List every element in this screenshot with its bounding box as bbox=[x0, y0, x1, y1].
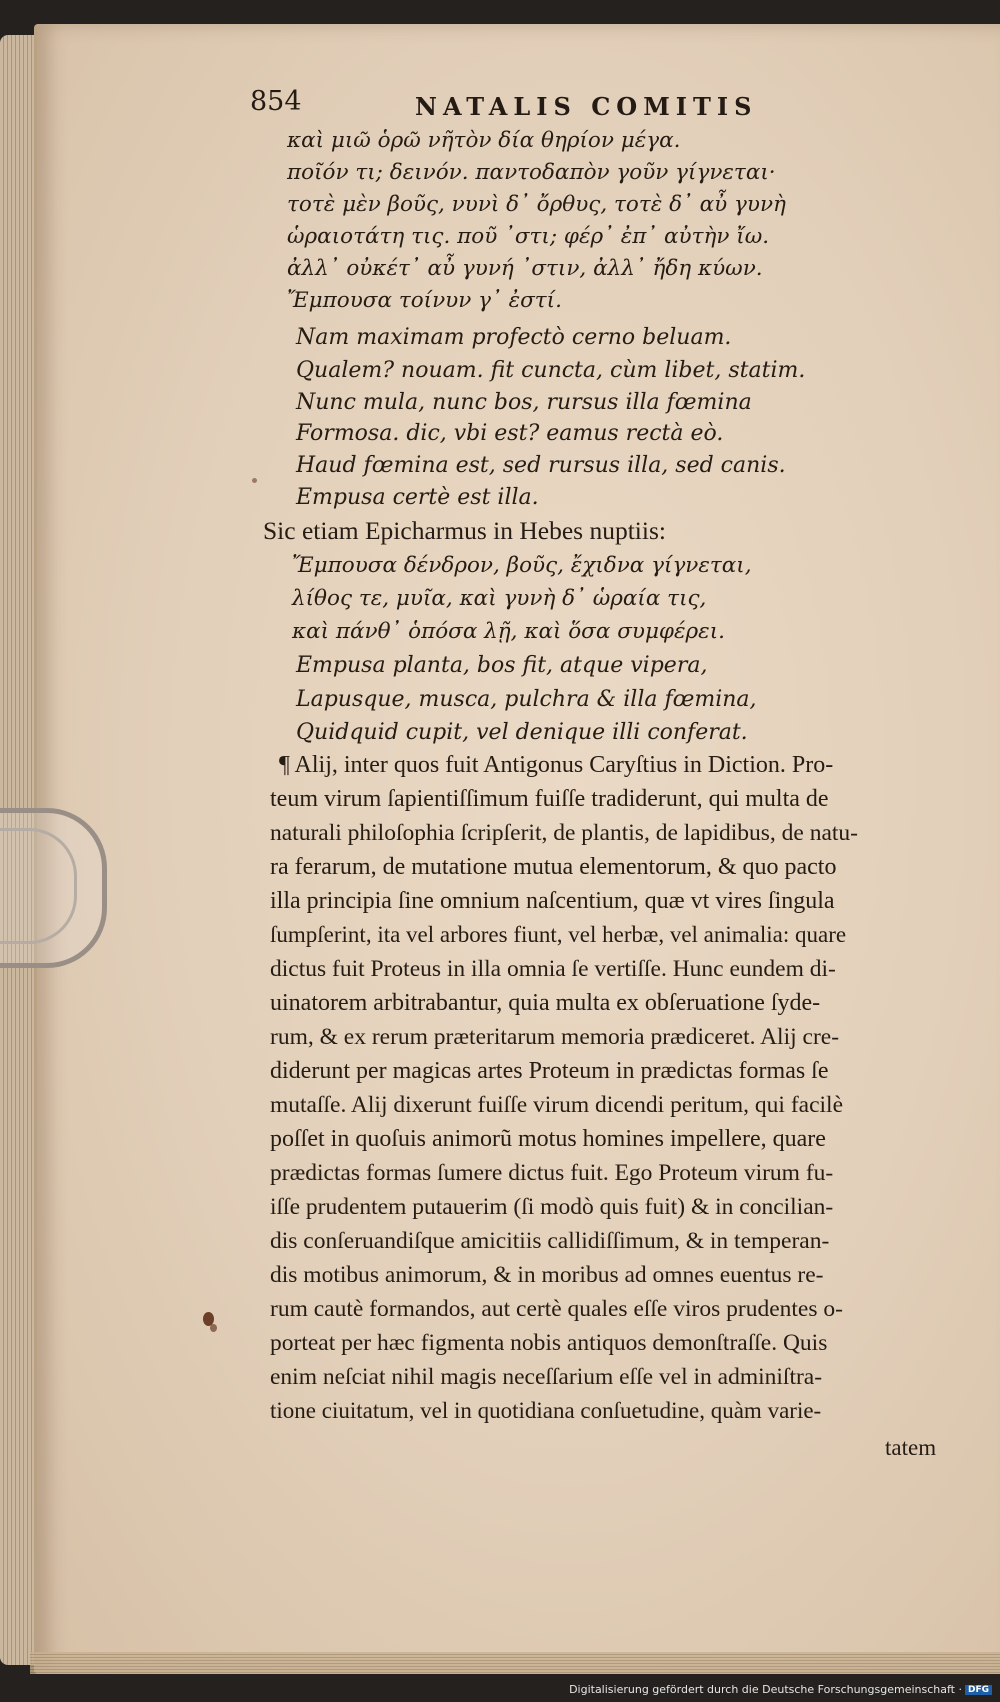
prose-line: teum virum ſapientiſſimum fuiſſe tradiderunt, qui multa de bbox=[270, 786, 829, 812]
dfg-logo: DFG bbox=[965, 1685, 992, 1695]
prose-line: ¶ Alij, inter quos fuit Antigonus Caryſtius in Diction. Pro- bbox=[279, 752, 834, 778]
prose-line: iſſe prudentem putauerim (ſi modò quis fuit) & in concilian- bbox=[270, 1194, 834, 1220]
footer-text: Digitalisierung gefördert durch die Deutsche Forschungsgemeinschaft · bbox=[569, 1683, 962, 1696]
digitization-footer bbox=[569, 1683, 992, 1696]
stain-mark bbox=[252, 478, 257, 483]
stain-mark bbox=[210, 1324, 217, 1332]
prose-line: diderunt per magicas artes Proteum in prædictas formas ſe bbox=[270, 1058, 829, 1084]
intro-line: Sic etiam Epicharmus in Hebes nuptiis: bbox=[263, 516, 666, 545]
running-title: NATALIS COMITIS bbox=[415, 92, 758, 121]
latin-verse-line: Qualem? nouam. fit cuncta, cùm libet, statim. bbox=[296, 358, 806, 383]
greek-verse-line: λίθος τε, μυῖα, καὶ γυνὴ δ᾽ ὡραία τις, bbox=[292, 586, 707, 611]
latin-verse-line: Nam maximam profectò cerno beluam. bbox=[296, 325, 732, 350]
prose-line: ra ferarum, de mutatione mutua elementorum, & quo pacto bbox=[270, 854, 837, 880]
greek-verse-line: ἀλλ᾽ οὐκέτ᾽ αὖ γυνή ᾽στιν, ἀλλ᾽ ἤδη κύων. bbox=[287, 256, 763, 281]
greek-verse-line: καὶ μιῶ ὁρῶ νῆτὸν δία θηρίον μέγα. bbox=[287, 128, 681, 153]
prose-line: naturali philoſophia ſcripſerit, de plantis, de lapidibus, de natu- bbox=[270, 820, 859, 846]
latin-verse-line: Quidquid cupit, vel denique illi conferat. bbox=[296, 720, 748, 745]
page-number: 854 bbox=[250, 86, 302, 117]
prose-line: ſumpſerint, ita vel arbores fiunt, vel herbæ, vel animalia: quare bbox=[270, 922, 847, 947]
greek-verse-line: καὶ πάνθ᾽ ὁπόσα λῇ, καὶ ὅσα συμφέρει. bbox=[292, 619, 725, 644]
latin-verse-line: Haud fœmina est, sed rursus illa, sed canis. bbox=[296, 453, 786, 478]
latin-verse-line: Lapusque, musca, pulchra & illa fœmina, bbox=[296, 687, 757, 712]
greek-verse-line: ποῖόν τι; δεινόν. παντοδαπὸν γοῦν γίγνεται· bbox=[287, 160, 776, 185]
prose-line: uinatorem arbitrabantur, quia multa ex obſeruatione ſyde- bbox=[270, 990, 821, 1016]
greek-verse-line: Ἔμπουσα τοίνυν γ᾽ ἐστί. bbox=[287, 288, 562, 313]
prose-line: dis conſeruandiſque amicitiis callidiſſimum, & in temperan- bbox=[270, 1228, 830, 1254]
prose-line: porteat per hæc figmenta nobis antiquos demonſtraſſe. Quis bbox=[270, 1330, 828, 1356]
prose-line: dis motibus animorum, & in moribus ad omnes euentus re- bbox=[270, 1262, 824, 1288]
prose-line: poſſet in quoſuis animorũ motus homines impellere, quare bbox=[270, 1126, 826, 1152]
prose-line: enim neſciat nihil magis neceſſarium eſſe vel in adminiſtra- bbox=[270, 1364, 823, 1390]
prose-line: prædictas formas ſumere dictus fuit. Ego Proteum virum fu- bbox=[270, 1160, 834, 1186]
latin-verse-line: Nunc mula, nunc bos, rursus illa fœmina bbox=[296, 390, 752, 415]
prose-line: illa principia ſine omnium naſcentium, quæ vt vires ſingula bbox=[270, 888, 835, 914]
prose-line: rum, & ex rerum præteritarum memoria prædiceret. Alij cre- bbox=[270, 1024, 840, 1050]
prose-line: mutaſſe. Alij dixerunt fuiſſe virum dicendi peritum, qui facilè bbox=[270, 1092, 843, 1118]
catchword: tatem bbox=[885, 1435, 937, 1460]
prose-line: tione ciuitatum, vel in quotidiana conſuetudine, quàm varie- bbox=[270, 1398, 822, 1423]
prose-line: dictus fuit Proteus in illa omnia ſe vertiſſe. Hunc eundem di- bbox=[270, 956, 836, 982]
prose-line: rum cautè formandos, aut certè quales eſſe viros prudentes o- bbox=[270, 1296, 843, 1322]
paper-clip-inner-loop bbox=[0, 828, 77, 944]
latin-verse-line: Empusa certè est illa. bbox=[296, 485, 539, 510]
latin-verse-line: Empusa planta, bos fit, atque vipera, bbox=[296, 653, 708, 678]
greek-verse-line: ὡραιοτάτη τις. ποῦ ᾽στι; φέρ᾽ ἐπ᾽ αὐτὴν ἴω. bbox=[287, 224, 770, 249]
greek-verse-line: τοτὲ μὲν βοῦς, νυνὶ δ᾽ ὄρθυς, τοτὲ δ᾽ αὖ γυνὴ bbox=[287, 192, 786, 217]
latin-verse-line: Formosa. dic, vbi est? eamus rectà eò. bbox=[296, 421, 724, 446]
greek-verse-line: Ἔμπουσα δένδρον, βοῦς, ἔχιδνα γίγνεται, bbox=[292, 553, 752, 578]
bottom-page-edges bbox=[30, 1652, 1000, 1674]
